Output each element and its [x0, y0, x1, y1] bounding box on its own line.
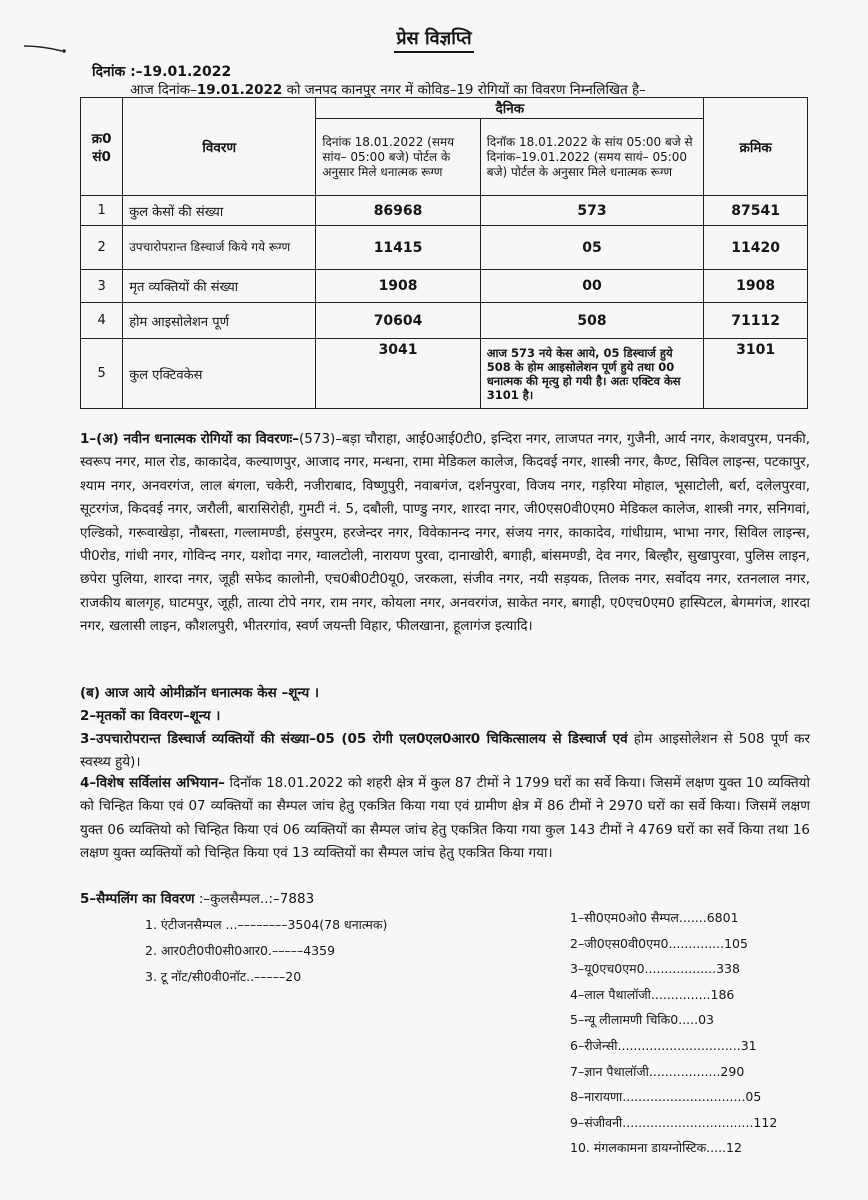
section-surveillance: 4–विशेष सर्विलांस अभियान– दिनॉक 18.01.2022 को शहरी क्षेत्र में कुल 87 टीमों ने 1799 घरों का सर्वे किया। जिसमें लक्षण युक्त 10 व्यक्तियो को चिन्हित किया एवं 07 व्यक्तियों का सैम्पल जांच हेतु एकत्रित किया गया एवं ग्रामीण क्षेत्र में 86 टीमों ने 2970 घरों का सर्वे किया। जिसमें लक्षण युक्त 06 व्यक्तियो को चिन्हित किया एवं 06 व्यक्तियों का सैम्पल जांच हेतु एकत्रित किया गया कुल 143 टीमों ने 4769 घरों का सर्वे किया तथा 16 लक्षण युक्त व्यक्तियों को चिन्हित किया एवं 13 व्यक्तियों का सैम्पल जांच हेतु एकत्रित किया गया।	[80, 775, 810, 862]
col-new: दिनॉक 18.01.2022 के सांय 05:00 बजे से दिनांक–19.01.2022 (समय सायं– 05:00 बजे) पोर्टल के अनुसार मिले धनात्मक रूग्ण	[480, 119, 704, 196]
date-label: दिनांक :–19.01.2022	[92, 64, 232, 80]
section-deaths: 2–मृतकों का विवरण–शून्य ।	[80, 708, 221, 724]
active-case-note: आज 573 नये केस आये, 05 डिस्चार्ज हुये 508 के होम आइसोलेशन पूर्ण हुये तथा 00 धनात्मक की मृत्यु हो गयी है। अतः एक्टिव केस 3101 है।	[480, 339, 704, 409]
list-item: 3. टू नॉट/सी0वी0नॉट..–––––20	[145, 969, 302, 984]
page-title: प्रेस विज्ञप्ति	[0, 26, 868, 50]
col-sno: क्र0 सं0	[81, 98, 123, 196]
table-row: 4 होम आइसोलेशन पूर्ण 70604 508 71112	[81, 303, 808, 339]
section-new-cases: 1–(अ) नवीन धनात्मक रोगियों का विवरणः–(573)–बड़ा चौराहा, आई0आई0टी0, इन्दिरा नगर, लाजपत नगर, गुजैनी, आर्य नगर, केशवपुरम, पनकी, स्वरूप नगर, माल रोड, काकादेव, कल्याणपुर, आजाद नगर, मन्धना, रामा मेडिकल कालेज, किदवई नगर, शास्त्री नगर, कैण्ट, सिविल लाइन्स, पटकापुर, श्याम नगर, अनवरगंज, लाल बंगला, चकेरी, नजीराबाद, विष्णुपुरी, नवाबगंज, दर्शनपुरवा, विजय नगर, गड़रिया मोहाल, भूसाटोली, बर्रा, दलेलपुरवा, सूटरगंज, किदवई नगर, जरौली, बारासिरोही, गुमटी नं. 5, दबौली, पाण्डु नगर, शारदा नगर, जी0एस0वी0एम0 मेडिकल कालेज, शास्त्री नगर, सनिगवां, एल्डिको, गरूवाखेड़ा, नौबस्ता, गल्लामण्डी, हंसपुरम, हरजेन्दर नगर, विवेकानन्द नगर, संजय नगर, काकादेव, गांधीग्राम, भाभा नगर, सिविल लाइन्स, पी0रोड, गांधी नगर, गोविन्द नगर, यशोदा नगर, ग्वालटोली, नारायण पुरवा, दानाखोरी, बगाही, बांसमण्डी, देव नगर, बिल्हौर, सुखापुरवा, पुलिस लाइन, छपेरा पुलिया, शारदा नगर, जूही सफेद कालोनी, एच0बी0टी0यू0, जरकला, संजीव नगर, नयी सड़यक, तिलक नगर, सर्वोदय नगर, रतनलाल नगर, राजकीय बालगृह, घाटमपुर, जूही, तात्या टोपे नगर, राम नगर, कोयला नगर, अनवरगंज, साकेत नगर, बगाही, ए0एच0एम0 हास्पिटल, बेगमगंज, शारदा नगर, खलासी लाइन, कौशलपुरी, भीतरगांव, स्वर्ण जयन्ती विहार, फीलखाना, हूलागंज इत्यादि।	[80, 431, 810, 635]
section-sampling: 5–सैम्पलिंग का विवरण :–कुलसैम्पल..:–7883	[80, 891, 315, 907]
list-item: 2–जी0एस0वी0एम0..............105	[570, 935, 748, 951]
list-item: 4–लाल पैथालॉजी...............186	[570, 986, 735, 1002]
list-item: 1. एंटीजनसैम्पल ...––––––––3504(78 धनात्मक)	[145, 917, 388, 932]
list-item: 3–यू0एच0एम0..................338	[570, 961, 740, 977]
table-row: 3 मृत व्यक्तियों की संख्या 1908 00 1908	[81, 270, 808, 303]
list-item: 6–रीजेन्सी...............................31	[570, 1037, 757, 1053]
table-row: 2 उपचारोपरान्त डिस्चार्ज किये गये रूग्ण 11415 05 11420	[81, 226, 808, 270]
lab-sample-list	[570, 905, 777, 1161]
col-cumulative: क्रमिक	[704, 98, 808, 196]
table-header-row	[81, 98, 808, 119]
col-prev: दिनांक 18.01.2022 (समय सांय– 05:00 बजे) पोर्टल के अनुसार मिले धनात्मक रूग्ण	[316, 119, 480, 196]
list-item: 8–नारायणा...............................05	[570, 1089, 762, 1105]
list-item: 10. मंगलकामना डायग्नोस्टिक.....12	[570, 1140, 742, 1156]
sample-types-list	[145, 912, 387, 990]
section-omicron: (ब) आज आये ओमीक्रॉन धनात्मक केस –शून्य ।	[80, 685, 320, 701]
list-item: 7–ज्ञान पैथालॉजी..................290	[570, 1063, 745, 1079]
section-discharges: 3–उपचारोपरान्त डिस्चार्ज व्यक्तियों की संख्या–05 (05 रोगी एल0एल0आर0 चिकित्सालय से डिस्चार्ज एवं होम आइसोलेशन से 508 पूर्ण कर स्वस्थ्य हुये)।	[80, 731, 810, 771]
list-item: 1–सी0एम0ओ0 सैम्पल.......6801	[570, 910, 739, 925]
list-item: 2. आर0टी0पी0सी0आर0.–––––4359	[145, 943, 336, 958]
list-item: 5–न्यू लीलामणी चिकि0.....03	[570, 1012, 715, 1028]
col-desc: विवरण	[123, 98, 316, 196]
intro-line: आज दिनांक–19.01.2022 को जनपद कानपुर नगर में कोविड–19 रोगियों का विवरण निम्नलिखित है–	[130, 82, 646, 98]
list-item: 9–संजीवनी.................................112	[570, 1114, 778, 1130]
covid-stats-table	[80, 97, 808, 409]
table-row: 5 कुल एक्टिवकेस 3041 आज 573 नये केस आये, 05 डिस्चार्ज हुये 508 के होम आइसोलेशन पूर्ण हुये तथा 00 धनात्मक की मृत्यु हो गयी है। अतः एक्टिव केस 3101 है। 3101	[81, 339, 808, 409]
col-daily: दैनिक	[316, 98, 704, 119]
table-row: 1 कुल केसों की संख्या 86968 573 87541	[81, 196, 808, 226]
